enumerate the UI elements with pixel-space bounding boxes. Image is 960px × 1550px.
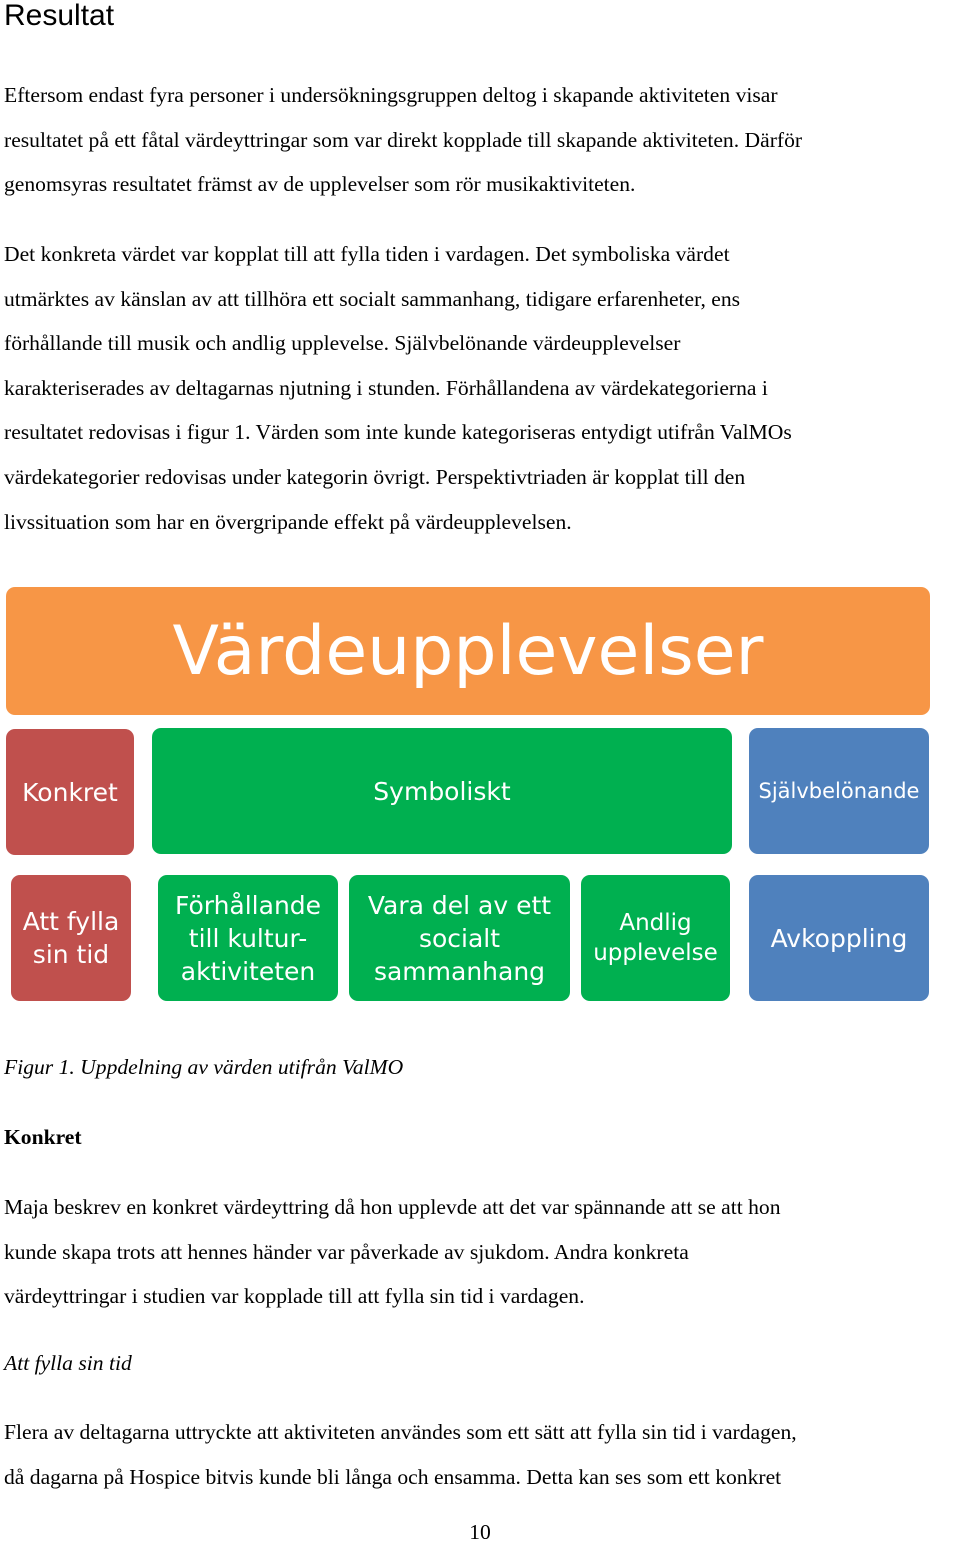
category-symboliskt-box — [152, 728, 732, 854]
text-line: Det konkreta värdet var kopplat till att fylla tiden i vardagen. Det symboliska värdet — [4, 242, 730, 266]
text-line: Eftersom endast fyra personer i undersökningsgruppen deltog i skapande aktiviteten visar — [4, 83, 778, 107]
category-symboliskt-label: Symboliskt — [373, 776, 511, 806]
item-text-line: sin tid — [32, 940, 110, 969]
text-line: förhållande till musik och andlig upplevelse. Självbelönande värdeupplevelser — [4, 331, 681, 356]
text-line: resultatet på ett fåtal värdeyttringar som var direkt kopplade till skapande aktiviteten. Därför — [4, 127, 803, 152]
item-forhallande-box — [158, 875, 338, 1001]
konkret-heading: Konkret — [4, 1125, 82, 1149]
text-line: genomsyras resultatet främst av de upplevelser som rör musikaktiviteten. — [4, 172, 636, 197]
item-text-line: Andlig — [619, 910, 692, 936]
item-vara-del-box — [349, 875, 570, 1001]
figure-caption: Figur 1. Uppdelning av värden utifrån ValMO — [4, 1055, 404, 1079]
item-att-fylla-sin-tid-box — [11, 875, 131, 1001]
att-fylla-sin-tid-heading: Att fylla sin tid — [4, 1351, 132, 1375]
value-diagram — [0, 585, 960, 1005]
category-sjalvbelonande-label: Självbelönande — [758, 779, 920, 803]
item-text-line: Att fylla — [22, 907, 120, 936]
item-text-line: socialt — [418, 923, 501, 953]
item-andlig-upplevelse-box — [581, 875, 730, 1001]
body-paragraph — [4, 232, 960, 544]
item-text-line: Avkoppling — [770, 923, 908, 953]
text-line: kunde skapa trots att hennes händer var påverkade av sjukdom. Andra konkreta — [4, 1239, 689, 1264]
item-text-line: till kultur- — [188, 923, 308, 953]
text-line: då dagarna på Hospice bitvis kunde bli långa och ensamma. Detta kan ses som ett konkret — [4, 1464, 782, 1489]
item-text-line: Förhållande — [174, 890, 322, 920]
diagram-title-box — [6, 587, 930, 715]
final-paragraph — [4, 1410, 960, 1499]
page-number: 10 — [469, 1520, 491, 1544]
section-title: Resultat — [4, 0, 115, 32]
item-text-line: sammanhang — [373, 956, 546, 986]
item-text-line: upplevelse — [593, 940, 718, 966]
text-line: värdekategorier redovisas under kategorin övrigt. Perspektivtriaden är kopplat till den — [4, 464, 746, 489]
category-sjalvbelonande-box — [749, 728, 929, 854]
category-konkret-label: Konkret — [22, 777, 118, 807]
text-line: resultatet redovisas i figur 1. Värden som inte kunde kategoriseras entydigt utifrån ValMOs — [4, 420, 792, 445]
item-text-line: aktiviteten — [180, 956, 316, 986]
konkret-paragraph — [4, 1185, 960, 1319]
category-konkret-box — [6, 729, 134, 855]
text-line: karakteriserades av deltagarnas njutning i stunden. Förhållandena av värdekategorierna i — [4, 375, 768, 400]
diagram-title: Värdeupplevelser — [172, 611, 764, 691]
text-line: livssituation som har en övergripande effekt på värdeupplevelsen. — [4, 509, 572, 534]
text-line: utmärktes av känslan av att tillhöra ett socialt sammanhang, tidigare erfarenheter, ens — [4, 286, 741, 311]
text-line: värdeyttringar i studien var kopplade till att fylla sin tid i vardagen. — [4, 1284, 585, 1309]
item-avkoppling-box — [749, 875, 929, 1001]
text-line: Flera av deltagarna uttryckte att aktiviteten användes som ett sätt att fylla sin tid i vardagen, — [4, 1420, 797, 1444]
intro-paragraph — [4, 73, 960, 207]
item-text-line: Vara del av ett — [367, 890, 552, 920]
text-line: Maja beskrev en konkret värdeyttring då hon upplevde att det var spännande att se att hon — [4, 1195, 781, 1219]
